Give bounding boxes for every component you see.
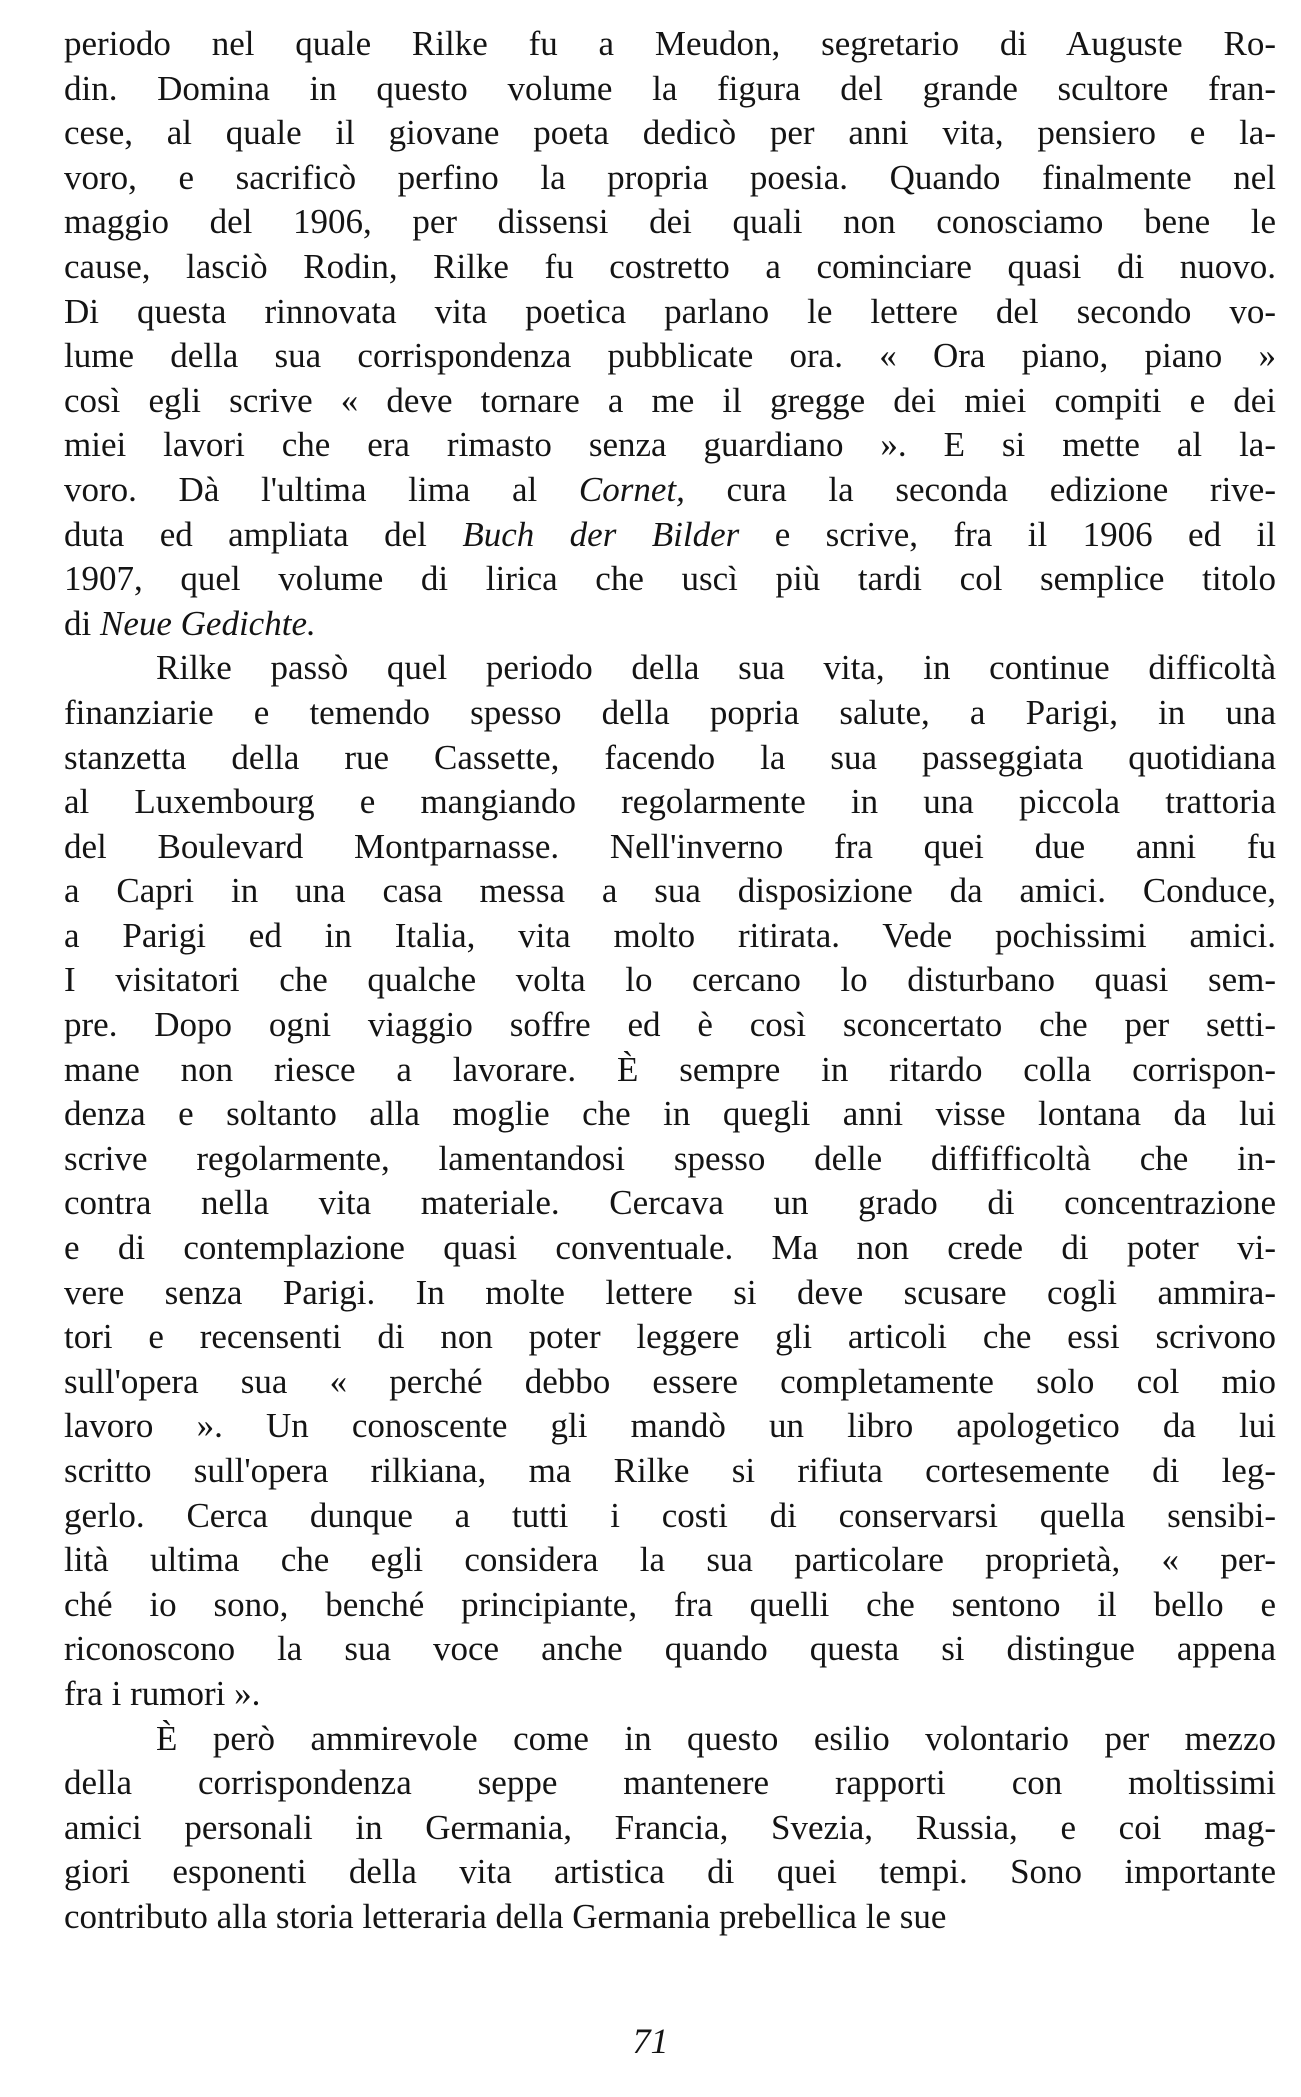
text-line: Rilke passò quel periodo della sua vita, in continue difficoltà — [156, 648, 1276, 688]
text-line: fra i rumori ». — [64, 1673, 261, 1713]
text-line: contra nella vita materiale. Cercava un grado di concentrazione — [64, 1183, 1276, 1223]
text-line: e di contemplazione quasi conventuale. Ma non crede di poter vi- — [64, 1228, 1276, 1268]
text-line: al Luxembourg e mangiando regolarmente in una piccola trattoria — [64, 782, 1276, 822]
text-line: tori e recensenti di non poter leggere gli articoli che essi scrivono — [64, 1317, 1276, 1357]
text-line: a Capri in una casa messa a sua disposizione da amici. Conduce, — [64, 871, 1276, 911]
text-line: vere senza Parigi. In molte lettere si deve scusare cogli ammira- — [64, 1272, 1276, 1312]
body-text — [64, 22, 1276, 1940]
text-line: giori esponenti della vita artistica di quei tempi. Sono importante — [64, 1852, 1276, 1892]
text-line: cese, al quale il giovane poeta dedicò per anni vita, pensiero e la- — [64, 113, 1276, 153]
text-line: finanziarie e temendo spesso della popria salute, a Parigi, in una — [64, 692, 1276, 732]
text-line: amici personali in Germania, Francia, Svezia, Russia, e coi mag- — [64, 1807, 1276, 1847]
italic-title: Cornet, — [578, 469, 685, 509]
text-line: riconoscono la sua voce anche quando questa si distingue appena — [64, 1629, 1276, 1669]
paragraph — [64, 646, 1276, 1716]
text-line: cause, lasciò Rodin, Rilke fu costretto a cominciare quasi di nuovo. — [64, 246, 1276, 286]
text-line: scritto sull'opera rilkiana, ma Rilke si rifiuta cortesemente di leg- — [64, 1451, 1276, 1490]
text-line: stanzetta della rue Cassette, facendo la sua passeggiata quotidiana — [64, 737, 1276, 777]
text-line: din. Domina in questo volume la figura del grande scultore fran- — [64, 68, 1276, 108]
text-line: voro. Dà l'ultima lima al Cornet, cura la seconda edizione rive- — [64, 469, 1276, 509]
text-line: 1907, quel volume di lirica che uscì più tardi col semplice titolo — [64, 559, 1276, 599]
text-line: pre. Dopo ogni viaggio soffre ed è così sconcertato che per setti- — [64, 1005, 1276, 1045]
text-line: ché io sono, benché principiante, fra quelli che sentono il bello e — [64, 1584, 1276, 1624]
text-line: del Boulevard Montparnasse. Nell'inverno fra quei due anni fu — [64, 826, 1276, 866]
text-line: a Parigi ed in Italia, vita molto ritirata. Vede pochissimi amici. — [64, 915, 1276, 955]
paragraph — [64, 22, 1276, 646]
text-line: scrive regolarmente, lamentandosi spesso delle diffifficoltà che in- — [64, 1138, 1276, 1178]
text-line: lavoro ». Un conoscente gli mandò un libro apologetico da lui — [64, 1406, 1276, 1446]
text-line: mane non riesce a lavorare. È sempre in ritardo colla corrispon- — [64, 1049, 1276, 1089]
text-line: duta ed ampliata del Buch der Bilder e scrive, fra il 1906 ed il — [64, 514, 1276, 554]
text-line: Di questa rinnovata vita poetica parlano le lettere del secondo vo- — [64, 291, 1276, 331]
page-number: 71 — [632, 2021, 669, 2061]
italic-title: Neue Gedichte. — [99, 603, 316, 643]
text-line: così egli scrive « deve tornare a me il gregge dei miei compiti e dei — [64, 380, 1276, 420]
text-line: gerlo. Cerca dunque a tutti i costi di conservarsi quella sensibi- — [64, 1495, 1276, 1535]
text-line: periodo nel quale Rilke fu a Meudon, segretario di Auguste Ro- — [64, 24, 1276, 63]
text-line: I visitatori che qualche volta lo cercano lo disturbano quasi sem- — [64, 960, 1276, 1000]
text-line: della corrispondenza seppe mantenere rapporti con moltissimi — [64, 1763, 1276, 1803]
text-line: voro, e sacrificò perfino la propria poesia. Quando finalmente nel — [64, 157, 1276, 197]
text-line: miei lavori che era rimasto senza guardiano ». E si mette al la- — [64, 425, 1276, 465]
paragraph — [64, 1717, 1276, 1940]
text-line: contributo alla storia letteraria della Germania prebellica le sue — [64, 1896, 947, 1936]
text-line: sull'opera sua « perché debbo essere completamente solo col mio — [64, 1361, 1276, 1401]
text-line: maggio del 1906, per dissensi dei quali non conosciamo bene le — [64, 202, 1276, 242]
text-line: lume della sua corrispondenza pubblicate ora. « Ora piano, piano » — [64, 336, 1276, 376]
text-line: denza e soltanto alla moglie che in quegli anni visse lontana da lui — [64, 1094, 1276, 1134]
text-line: di Neue Gedichte. — [64, 603, 316, 643]
text-line: lità ultima che egli considera la sua particolare proprietà, « per- — [64, 1540, 1276, 1580]
italic-title: Buch der Bilder — [462, 514, 740, 554]
text-line: È però ammirevole come in questo esilio volontario per mezzo — [156, 1718, 1276, 1758]
